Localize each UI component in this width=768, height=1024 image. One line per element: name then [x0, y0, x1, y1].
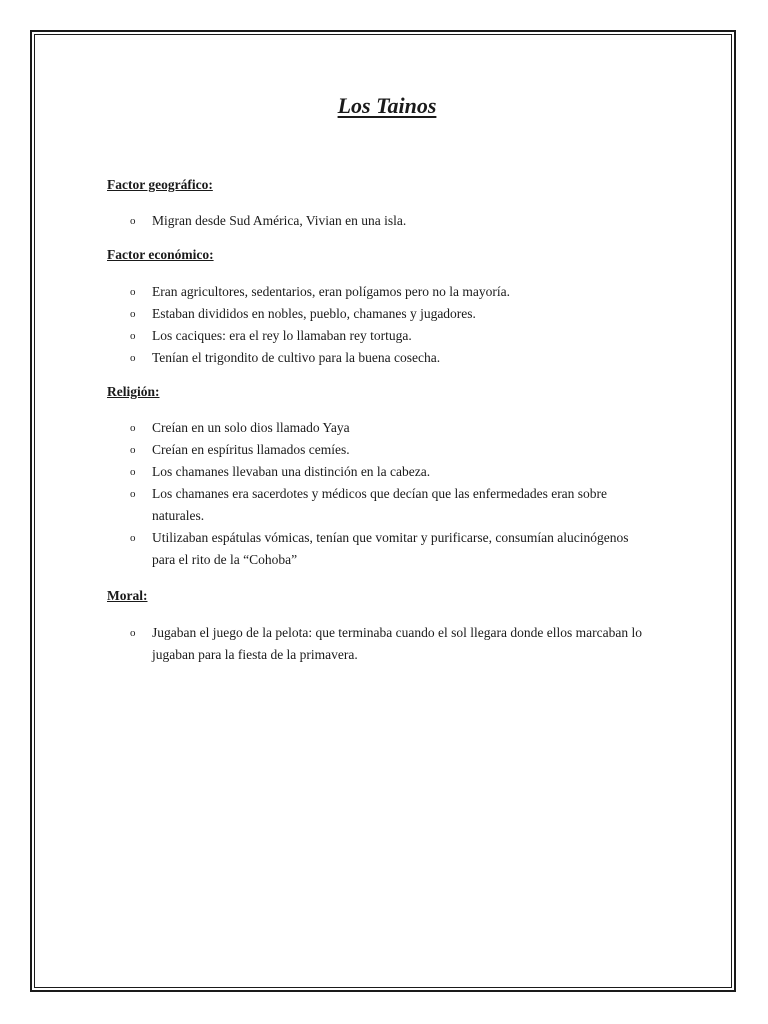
section-list-moral	[107, 622, 647, 666]
list-item: o Tenían el trigondito de cultivo para la buena cosecha.	[107, 347, 647, 369]
list-item: o Eran agricultores, sedentarios, eran polígamos pero no la mayoría.	[107, 281, 647, 303]
bullet-marker: o	[130, 308, 136, 320]
bullet-marker: o	[130, 488, 136, 500]
bullet-marker: o	[130, 422, 136, 434]
section-list-religion	[107, 417, 647, 571]
bullet-marker: o	[130, 330, 136, 342]
section-heading-moral: Moral:	[107, 588, 148, 603]
bullet-marker: o	[130, 627, 136, 639]
section-heading-religion: Religión:	[107, 384, 160, 399]
list-item: o Creían en un solo dios llamado Yaya	[107, 417, 647, 439]
section-heading-economico: Factor económico:	[107, 247, 214, 262]
list-item: o Utilizaban espátulas vómicas, tenían que vomitar y purificarse, consumían alucinógenos para el rito de la “Cohoba”	[107, 527, 647, 571]
page-title: Los Tainos	[337, 93, 437, 118]
section-list-economico	[107, 281, 647, 369]
section-heading-geografico: Factor geográfico:	[107, 177, 213, 192]
list-item: o Migran desde Sud América, Vivian en una isla.	[107, 210, 647, 232]
section-list-geografico	[107, 210, 647, 232]
list-item: o Estaban divididos en nobles, pueblo, chamanes y jugadores.	[107, 303, 647, 325]
list-item: o Creían en espíritus llamados cemíes.	[107, 439, 647, 461]
list-item: o Los chamanes llevaban una distinción en la cabeza.	[107, 461, 647, 483]
bullet-marker: o	[130, 215, 136, 227]
bullet-marker: o	[130, 466, 136, 478]
bullet-marker: o	[130, 444, 136, 456]
bullet-marker: o	[130, 532, 136, 544]
list-item: o Jugaban el juego de la pelota: que terminaba cuando el sol llegara donde ellos marcaban lo jugaban para la fiesta de la primavera.	[107, 622, 647, 666]
list-item: o Los caciques: era el rey lo llamaban rey tortuga.	[107, 325, 647, 347]
bullet-marker: o	[130, 286, 136, 298]
list-item: o Los chamanes era sacerdotes y médicos que decían que las enfermedades eran sobre naturales.	[107, 483, 647, 527]
bullet-marker: o	[130, 352, 136, 364]
